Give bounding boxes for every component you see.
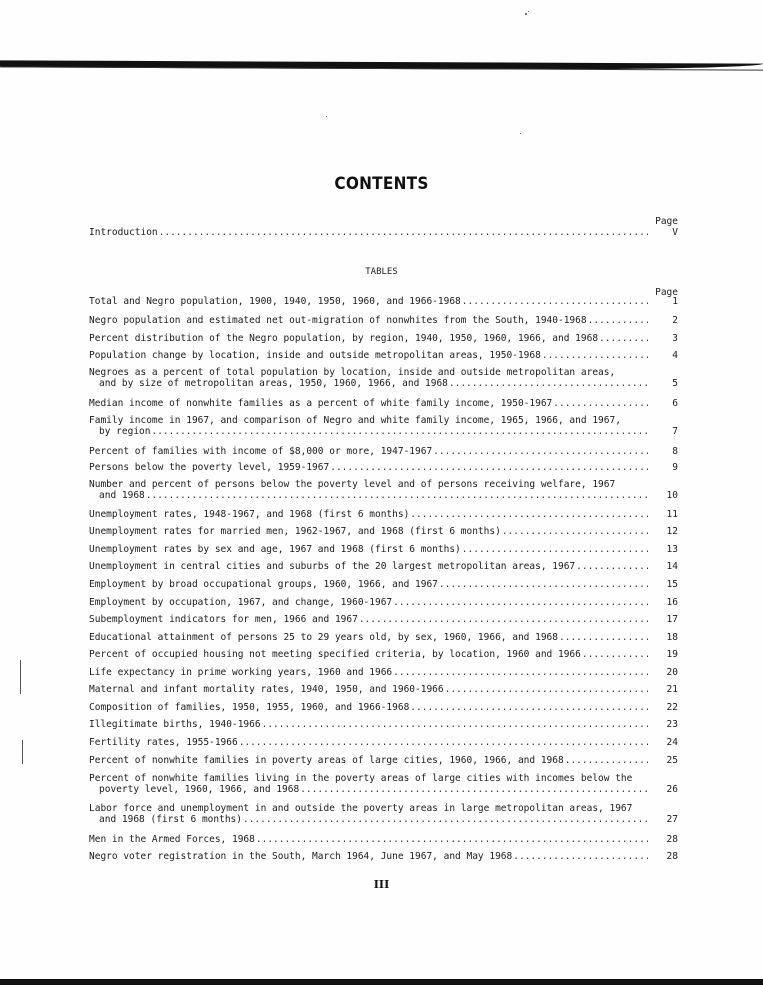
- toc-entry[interactable]: [89, 684, 678, 695]
- toc-entry-page: 7: [672, 426, 678, 437]
- toc-entry[interactable]: [89, 737, 678, 748]
- dot-leader: [502, 526, 648, 537]
- toc-entry-page: 2: [672, 315, 678, 326]
- dot-leader: [582, 649, 648, 660]
- toc-entry-page: 11: [666, 509, 678, 520]
- page-column-label: Page: [655, 216, 678, 227]
- toc-entry-title: Labor force and unemployment in and outside the poverty areas in large metropolitan areas, 1967: [89, 803, 633, 814]
- toc-entry-page: 9: [672, 462, 678, 473]
- toc-entry-title: Illegitimate births, 1940-1966: [89, 719, 261, 730]
- toc-entry-title: Maternal and infant mortality rates, 1940, 1950, and 1960-1966: [89, 684, 444, 695]
- toc-entry[interactable]: [89, 579, 678, 590]
- toc-entry[interactable]: [89, 296, 678, 307]
- toc-entry-title: Population change by location, inside and outside metropolitan areas, 1950-1968: [89, 350, 541, 361]
- toc-entry-page: 12: [666, 526, 678, 537]
- toc-entry-page: 13: [666, 544, 678, 555]
- toc-entry-page: 6: [672, 398, 678, 409]
- dot-leader: [159, 227, 648, 238]
- page-column-label: Page: [655, 287, 678, 298]
- toc-entry-title: Life expectancy in prime working years, 1960 and 1966: [89, 667, 393, 678]
- toc-entry-title: Employment by broad occupational groups, 1960, 1966, and 1967: [89, 579, 438, 590]
- toc-entry-title: Percent distribution of the Negro population, by region, 1940, 1950, 1960, 1966, and 1968: [89, 333, 599, 344]
- dot-leader: [393, 667, 648, 678]
- toc-entry-title: Persons below the poverty level, 1959-1967: [89, 462, 330, 473]
- dot-leader: [445, 684, 648, 695]
- toc-entry-page: 26: [666, 784, 678, 795]
- dot-leader: [151, 426, 648, 437]
- toc-entry-title: Unemployment rates by sex and age, 1967 and 1968 (first 6 months): [89, 544, 461, 555]
- toc-entry-page: 18: [666, 632, 678, 643]
- toc-entry-title: Introduction: [89, 227, 158, 238]
- toc-entry-title: Percent of nonwhite families living in the poverty areas of large cities with incomes below the: [89, 773, 633, 784]
- dot-leader: [513, 851, 648, 862]
- toc-entry[interactable]: [89, 561, 678, 572]
- toc-entry-title: Negro population and estimated net out-migration of nonwhites from the South, 1940-1968: [89, 315, 587, 326]
- toc-entry[interactable]: [89, 614, 678, 625]
- dot-leader: [565, 755, 648, 766]
- toc-entry-page: 28: [666, 834, 678, 845]
- toc-entry-title: Unemployment rates, 1948-1967, and 1968 (first 6 months): [89, 509, 410, 520]
- toc-entry-title: Negro voter registration in the South, March 1964, June 1967, and May 1968: [89, 851, 513, 862]
- toc-entry-page: 27: [666, 814, 678, 825]
- toc-entry[interactable]: [89, 597, 678, 608]
- toc-entry-title: Men in the Armed Forces, 1968: [89, 834, 255, 845]
- dot-leader: [410, 509, 648, 520]
- toc-entry-page: 23: [666, 719, 678, 730]
- dot-leader: [243, 814, 648, 825]
- toc-entry[interactable]: [89, 667, 678, 678]
- scan-speck: [528, 11, 529, 12]
- toc-entry[interactable]: [89, 479, 678, 501]
- toc-entry[interactable]: [89, 544, 678, 555]
- scan-speck: [520, 133, 521, 134]
- toc-entry-page: 22: [666, 702, 678, 713]
- toc-entry[interactable]: [89, 446, 678, 457]
- toc-entry-title-continued: and 1968 (first 6 months): [99, 814, 242, 825]
- toc-entry[interactable]: [89, 773, 678, 795]
- scan-mark: [22, 740, 23, 764]
- toc-entry-page: 21: [666, 684, 678, 695]
- toc-entry-page: V: [672, 227, 678, 238]
- toc-entry[interactable]: [89, 526, 678, 537]
- dot-leader: [300, 784, 648, 795]
- dot-leader: [576, 561, 648, 572]
- dot-leader: [449, 378, 648, 389]
- toc-entry[interactable]: [89, 632, 678, 643]
- toc-entry-title: Family income in 1967, and comparison of Negro and white family income, 1965, 1966, and 1967,: [89, 415, 621, 426]
- toc-entry[interactable]: [89, 462, 678, 473]
- dot-leader: [359, 614, 648, 625]
- toc-entry-page: 10: [666, 490, 678, 501]
- toc-entry[interactable]: [89, 702, 678, 713]
- dot-leader: [588, 315, 648, 326]
- toc-entry[interactable]: [89, 851, 678, 862]
- toc-entry[interactable]: [89, 649, 678, 660]
- toc-entry-page: 3: [672, 333, 678, 344]
- dot-leader: [433, 446, 648, 457]
- dot-leader: [462, 296, 648, 307]
- toc-entry-page: 16: [666, 597, 678, 608]
- top-rule: [0, 60, 763, 70]
- toc-entry[interactable]: [89, 315, 678, 326]
- toc-entry-title: Number and percent of persons below the poverty level and of persons receiving welfare, 1967: [89, 479, 616, 490]
- toc-entry-title: Negroes as a percent of total population by location, inside and outside metropolitan areas,: [89, 367, 616, 378]
- toc-entry-page: 5: [672, 378, 678, 389]
- toc-entry[interactable]: [89, 398, 678, 409]
- scan-mark: [20, 660, 21, 694]
- toc-entry-page: 15: [666, 579, 678, 590]
- toc-entry-page: 4: [672, 350, 678, 361]
- scan-speck: [326, 116, 327, 117]
- page-number: III: [373, 878, 390, 891]
- toc-introduction[interactable]: [89, 227, 678, 238]
- dot-leader: [599, 333, 648, 344]
- toc-entry-title: Composition of families, 1950, 1955, 1960, and 1966-1968: [89, 702, 410, 713]
- toc-entry-title: Fertility rates, 1955-1966: [89, 737, 238, 748]
- toc-entry-title: Educational attainment of persons 25 to 29 years old, by sex, 1960, 1966, and 1968: [89, 632, 558, 643]
- toc-entry-page: 19: [666, 649, 678, 660]
- toc-entry-title: Unemployment rates for married men, 1962-1967, and 1968 (first 6 months): [89, 526, 501, 537]
- dot-leader: [393, 597, 648, 608]
- toc-entry-title: Median income of nonwhite families as a percent of white family income, 1950-1967: [89, 398, 553, 409]
- toc-entry-page: 28: [666, 851, 678, 862]
- dot-leader: [239, 737, 648, 748]
- toc-entry-page: 20: [666, 667, 678, 678]
- bottom-rule: [0, 979, 763, 985]
- toc-entry-title: Subemployment indicators for men, 1966 and 1967: [89, 614, 358, 625]
- toc-entry-title: Employment by occupation, 1967, and change, 1960-1967: [89, 597, 393, 608]
- toc-entry[interactable]: [89, 834, 678, 845]
- toc-entry[interactable]: [89, 755, 678, 766]
- dot-leader: [462, 544, 648, 555]
- toc-entry[interactable]: [89, 350, 678, 361]
- dot-leader: [262, 719, 648, 730]
- toc-entry-title: Total and Negro population, 1900, 1940, 1950, 1960, and 1966-1968: [89, 296, 461, 307]
- toc-entry[interactable]: [89, 803, 678, 825]
- dot-leader: [439, 579, 648, 590]
- dot-leader: [542, 350, 648, 361]
- page-title: CONTENTS: [334, 174, 429, 194]
- dot-leader: [410, 702, 648, 713]
- toc-entry-title-continued: poverty level, 1960, 1966, and 1968: [99, 784, 300, 795]
- toc-entry[interactable]: [89, 719, 678, 730]
- tables-heading: TABLES: [365, 267, 398, 277]
- toc-entry-page: 8: [672, 446, 678, 457]
- scan-speck: [525, 13, 527, 15]
- toc-entry-page: 17: [666, 614, 678, 625]
- toc-entry-title: Percent of occupied housing not meeting specified criteria, by location, 1960 and 1966: [89, 649, 581, 660]
- toc-entry-title: Percent of nonwhite families in poverty areas of large cities, 1960, 1966, and 1968: [89, 755, 564, 766]
- toc-entry-title-continued: and by size of metropolitan areas, 1950, 1960, 1966, and 1968: [99, 378, 448, 389]
- toc-entry-title-continued: and 1968: [99, 490, 145, 501]
- dot-leader: [559, 632, 648, 643]
- toc-entry-title: Unemployment in central cities and suburbs of the 20 largest metropolitan areas, 1967: [89, 561, 576, 572]
- dot-leader: [330, 462, 648, 473]
- dot-leader: [256, 834, 648, 845]
- dot-leader: [146, 490, 648, 501]
- toc-entry[interactable]: [89, 415, 678, 437]
- dot-leader: [553, 398, 648, 409]
- toc-entry-title: Percent of families with income of $8,000 or more, 1947-1967: [89, 446, 433, 457]
- toc-entry[interactable]: [89, 367, 678, 389]
- toc-entry-page: 1: [672, 296, 678, 307]
- toc-entry-page: 25: [666, 755, 678, 766]
- toc-entry[interactable]: [89, 509, 678, 520]
- toc-entry-page: 24: [666, 737, 678, 748]
- toc-entry-title-continued: by region: [99, 426, 151, 437]
- toc-entry[interactable]: [89, 333, 678, 344]
- toc-entry-page: 14: [666, 561, 678, 572]
